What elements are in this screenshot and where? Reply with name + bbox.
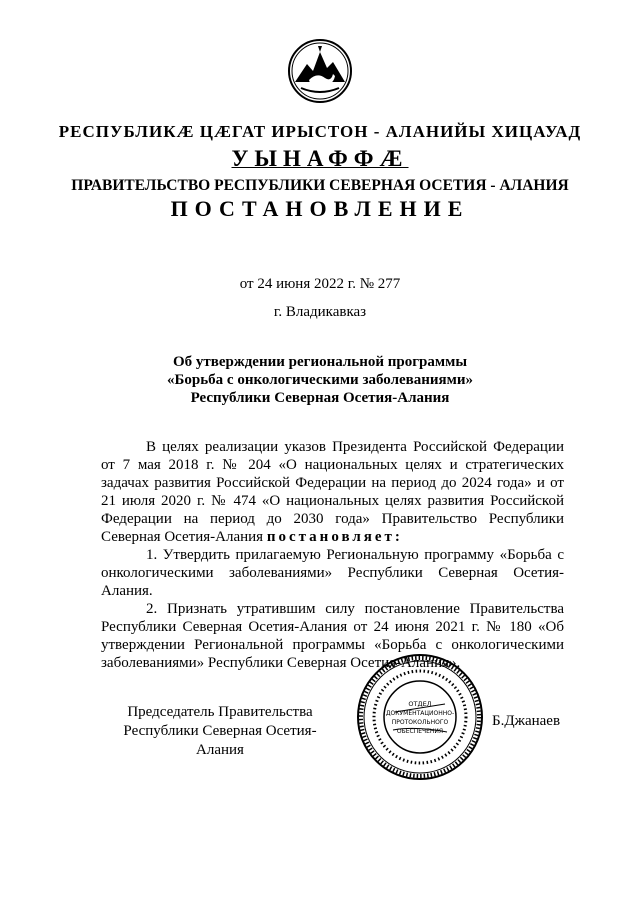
- header-ossetian-decree-text: УЫНАФФÆ: [231, 146, 409, 171]
- decree-item-2: 2. Признать утратившим силу постановление Правительства Республики Северная Осетия-Алания от 24 июня 2021 г. № 180 «Об утверждении Региональной программы «Борьба с онкологическими заболеваниями» Республики Северная Осетия-Алания».: [101, 601, 564, 671]
- document-title: [0, 353, 640, 407]
- stamp-line-4: ОБЕСПЕЧЕНИЯ: [396, 728, 444, 735]
- intro-text: В целях реализации указов Президента Российской Федерации от 7 мая 2018 г. № 204 «О национальных целях и стратегических задачах развития Российской Федерации на период до 2024 года» и от 21 июля 2020 г. № 474 «О национальных целях развития Российской Федерации на период до 2030 года» Правительство Республики Северная Осетия-Алания: [101, 439, 564, 545]
- document-body: [101, 438, 564, 672]
- signatory-name: Б.Джанаев: [492, 713, 561, 729]
- header-russian-government: ПРАВИТЕЛЬСТВО РЕСПУБЛИКИ СЕВЕРНАЯ ОСЕТИЯ - АЛАНИЯ: [71, 177, 569, 194]
- document-date-number: от 24 июня 2022 г. № 277: [239, 276, 401, 292]
- decree-item-1: 1. Утвердить прилагаемую Региональную программу «Борьба с онкологическими заболеваниями» Республики Северная Осетия-Алания.: [101, 547, 564, 599]
- title-line-3: Республики Северная Осетия-Алания: [190, 390, 450, 406]
- signatory-position-line-2: Республики Северная Осетия-Алания: [123, 723, 317, 758]
- decree-word: постановляет:: [266, 529, 403, 545]
- document-type-heading: ПОСТАНОВЛЕНИЕ: [170, 196, 470, 221]
- signatory-position: [100, 703, 340, 760]
- document-city: г. Владикавказ: [273, 304, 367, 320]
- stamp-line-1: ОТДЕЛ: [408, 700, 432, 708]
- title-line-1: Об утверждении региональной программы: [172, 354, 468, 370]
- title-line-2: «Борьба с онкологическими заболеваниями»: [166, 372, 474, 388]
- header-ossetian-decree: [0, 146, 640, 172]
- coat-of-arms-emblem: [287, 38, 353, 104]
- signatory-position-line-1: Председатель Правительства: [127, 704, 313, 720]
- stamp-line-2: ДОКУМЕНТАЦИОННО-: [385, 710, 455, 717]
- intro-paragraph: [101, 438, 564, 546]
- official-stamp: [355, 652, 485, 782]
- stamp-line-3: ПРОТОКОЛЬНОГО: [391, 719, 449, 726]
- header-ossetian-government: РЕСПУБЛИКÆ ЦÆГАТ ИРЫСТОН - АЛАНИЙЫ ХИЦАУАД: [58, 122, 582, 141]
